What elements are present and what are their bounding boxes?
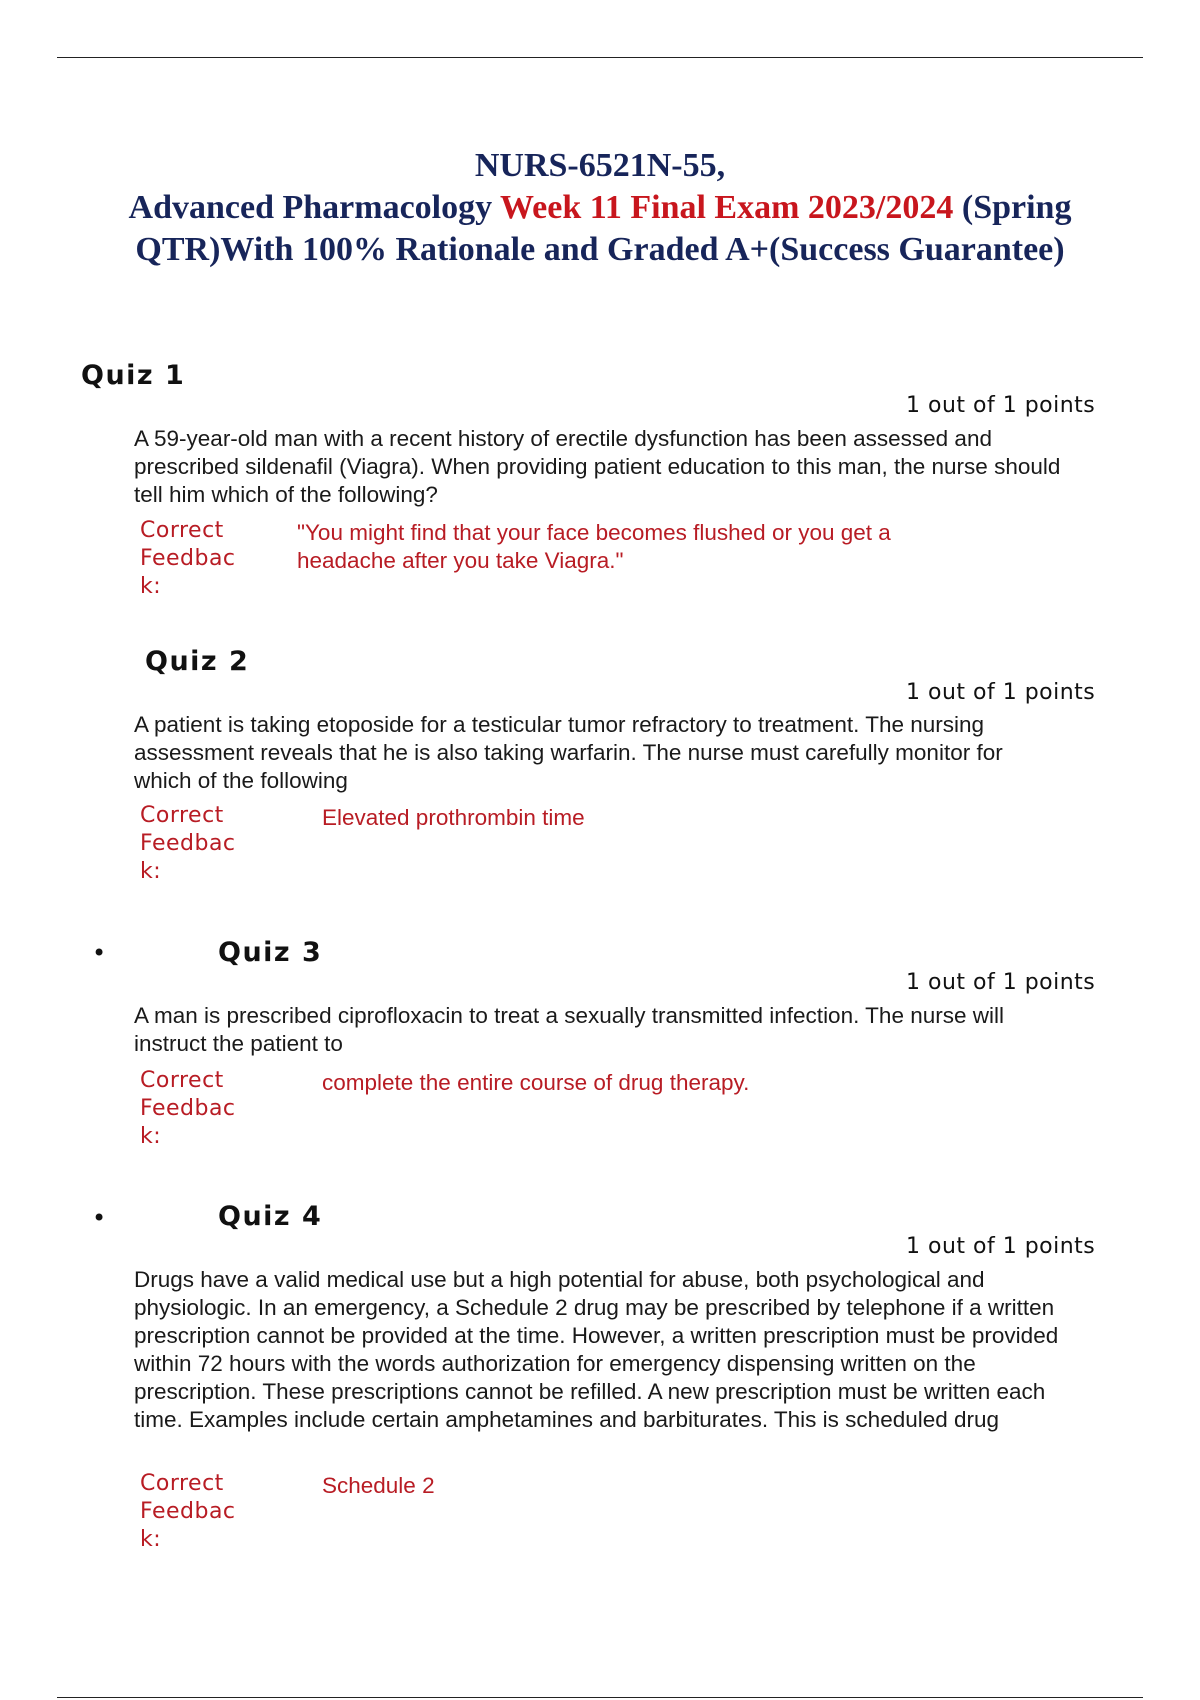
bullet-marker: •: [92, 1204, 107, 1232]
title-exam-name: Week 11 Final Exam 2023/2024: [500, 189, 954, 226]
quiz-question: Drugs have a valid medical use but a high potential for abuse, both psychological and physiologic. In an emergency, a Schedule 2 drug may be prescribed by telephone if a written prescription cannot be provided at the time. However, a written prescription must be provided within 72 hours with the words authorization for emergency dispensing written on the prescription. These prescriptions cannot be refilled. A new prescription must be written each time. Examples include certain amphetamines and barbiturates. This is scheduled drug: [134, 1267, 1059, 1432]
feedback-label: Correct Feedbac k:: [140, 518, 236, 599]
document-title: [60, 145, 1140, 271]
title-term-start: (Spring: [953, 189, 1072, 226]
quiz-points: 1 out of 1 points: [906, 680, 1096, 705]
feedback-label: Correct Feedbac k:: [140, 1471, 236, 1552]
quiz-points: 1 out of 1 points: [906, 1234, 1096, 1259]
title-line-1: NURS-6521N-55,: [474, 147, 726, 184]
title-line-2: [60, 187, 1140, 229]
quiz-question: A patient is taking etoposide for a testicular tumor refractory to treatment. The nursing assessment reveals that he is also taking warfarin. The nurse must carefully monitor for which of the following: [134, 712, 1003, 793]
quiz-points: 1 out of 1 points: [906, 970, 1096, 995]
title-course-name: Advanced Pharmacology: [128, 189, 501, 226]
bullet-marker: •: [92, 939, 107, 967]
quiz-question: A 59-year-old man with a recent history of erectile dysfunction has been assessed and prescribed sildenafil (Viagra). When providing patient education to this man, the nurse should tell him which of the following?: [134, 426, 1061, 507]
quiz-heading: Quiz 2: [145, 646, 250, 677]
quiz-points: 1 out of 1 points: [906, 393, 1096, 418]
quiz-heading: Quiz 3: [218, 937, 323, 968]
correct-answer: Elevated prothrombin time: [322, 805, 585, 830]
quiz-heading: Quiz 4: [218, 1201, 323, 1232]
bottom-rule: [57, 1697, 1143, 1698]
quiz-question: A man is prescribed ciprofloxacin to treat a sexually transmitted infection. The nurse will instruct the patient to: [134, 1003, 1004, 1056]
title-line-3: QTR)With 100% Rationale and Graded A+(Success Guarantee): [135, 231, 1065, 268]
top-rule: [57, 57, 1143, 58]
correct-answer: complete the entire course of drug therapy.: [322, 1070, 750, 1095]
feedback-label: Correct Feedbac k:: [140, 803, 236, 884]
correct-answer: "You might find that your face becomes flushed or you get a headache after you take Viagra.": [297, 520, 891, 573]
quiz-heading: Quiz 1: [81, 360, 186, 391]
correct-answer: Schedule 2: [322, 1473, 435, 1498]
feedback-label: Correct Feedbac k:: [140, 1068, 236, 1149]
